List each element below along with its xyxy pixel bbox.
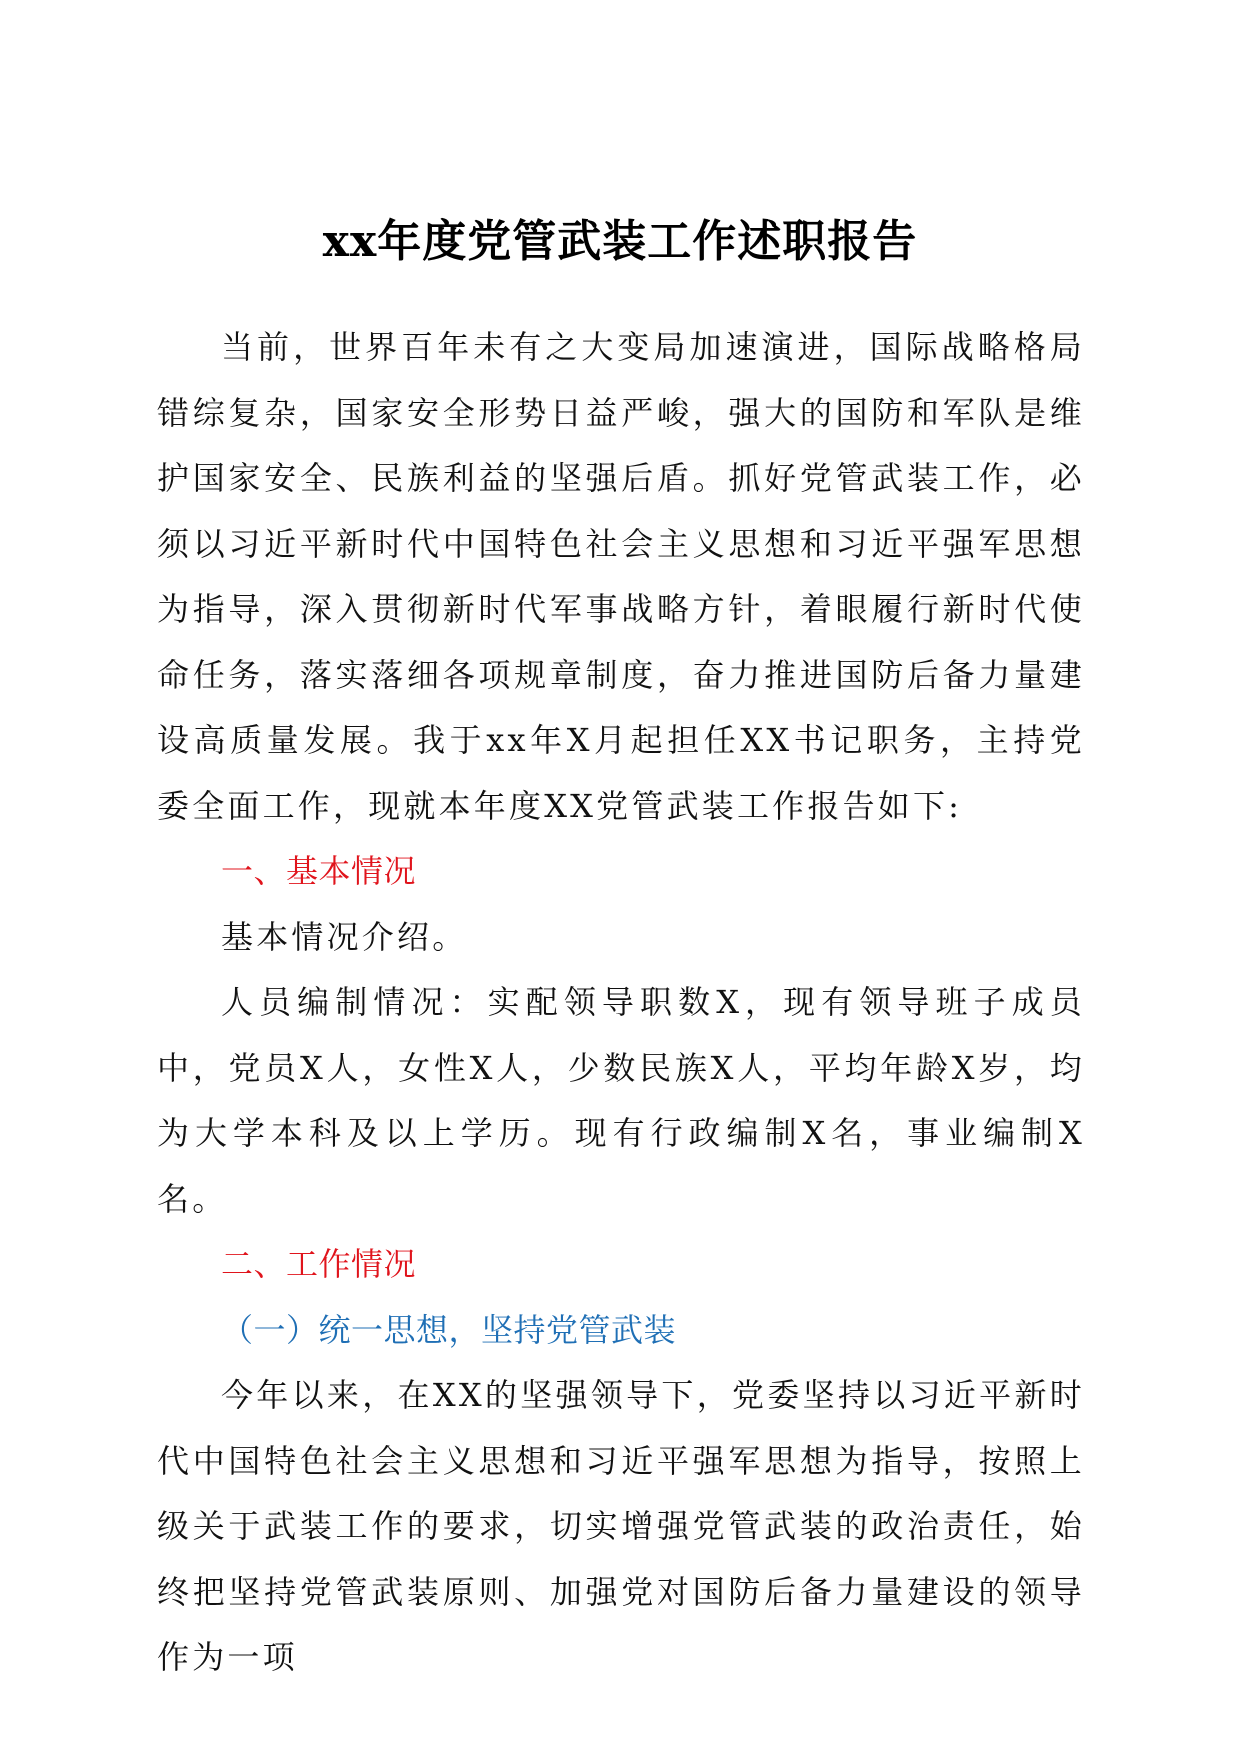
section-heading-work-situation: 二、工作情况 [221, 1245, 417, 1283]
document-title: xx年度党管武装工作述职报告 [322, 216, 918, 267]
section-heading-basic-situation: 一、基本情况 [221, 852, 417, 890]
staffing-paragraph: 人员编制情况：实配领导职数X，现有领导班子成员中，党员X人，女性X人，少数民族X人，平均年龄X岁，均为大学本科及以上学历。现有行政编制X名，事业编制X名。 [157, 983, 1085, 1218]
document-body [157, 315, 1085, 1691]
work-paragraph: 今年以来，在XX的坚强领导下，党委坚持以习近平新时代中国特色社会主义思想和习近平强军思想为指导，按照上级关于武装工作的要求，切实增强党管武装的政治责任，始终把坚持党管武装原则、加强党对国防后备力量建设的领导作为一项 [157, 1376, 1085, 1676]
subsection-heading-unify-thinking: （一）统一思想，坚持党管武装 [221, 1310, 677, 1349]
basic-situation-intro: 基本情况介绍。 [221, 917, 468, 956]
intro-paragraph: 当前，世界百年未有之大变局加速演进，国际战略格局错综复杂，国家安全形势日益严峻，强大的国防和军队是维护国家安全、民族利益的坚强后盾。抓好党管武装工作，必须以习近平新时代中国特色社会主义思想和习近平强军思想为指导，深入贯彻新时代军事战略方针，着眼履行新时代使命任务，落实落细各项规章制度，奋力推进国防后备力量建设高质量发展。我于xx年X月起担任XX书记职务，主持党委全面工作，现就本年度XX党管武装工作报告如下: [157, 328, 1085, 825]
